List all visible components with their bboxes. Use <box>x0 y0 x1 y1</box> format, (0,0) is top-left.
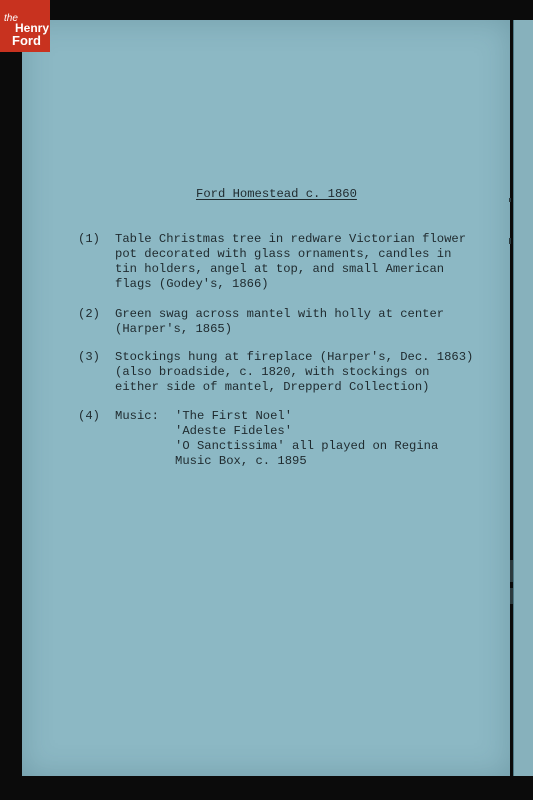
item-text: Table Christmas tree in redware Victorian flower pot decorated with glass ornaments, candles in tin holders, angel at top, and small American flags (Godey's, 1866) <box>115 232 467 291</box>
item-text: 'The First Noel' 'Adeste Fideles' 'O Sanctissima' all played on Regina Music Box, c. 1895 <box>175 409 439 468</box>
logo-the: the <box>4 13 18 24</box>
logo-henry: Henry <box>15 21 50 35</box>
item-number: (1) <box>78 232 100 246</box>
document-title: Ford Homestead c. 1860 <box>196 187 357 201</box>
henry-ford-logo <box>0 0 50 52</box>
item-text: Green swag across mantel with holly at center (Harper's, 1865) <box>115 307 445 336</box>
binding-mark <box>510 560 513 582</box>
next-page-edge <box>513 20 533 776</box>
item-number: (2) <box>78 307 100 321</box>
item-number: (3) <box>78 350 100 364</box>
item-text: Stockings hung at fireplace (Harper's, Dec. 1863) (also broadside, c. 1820, with stockings on either side of mantel, Drepperd Collection) <box>115 350 474 394</box>
logo-ford: Ford <box>12 33 41 48</box>
item-number: (4) <box>78 409 100 423</box>
item-label: Music: <box>115 409 159 423</box>
document-page <box>22 20 510 776</box>
binding-mark <box>509 238 511 244</box>
binding-mark <box>509 198 511 202</box>
binding-mark <box>510 588 513 604</box>
